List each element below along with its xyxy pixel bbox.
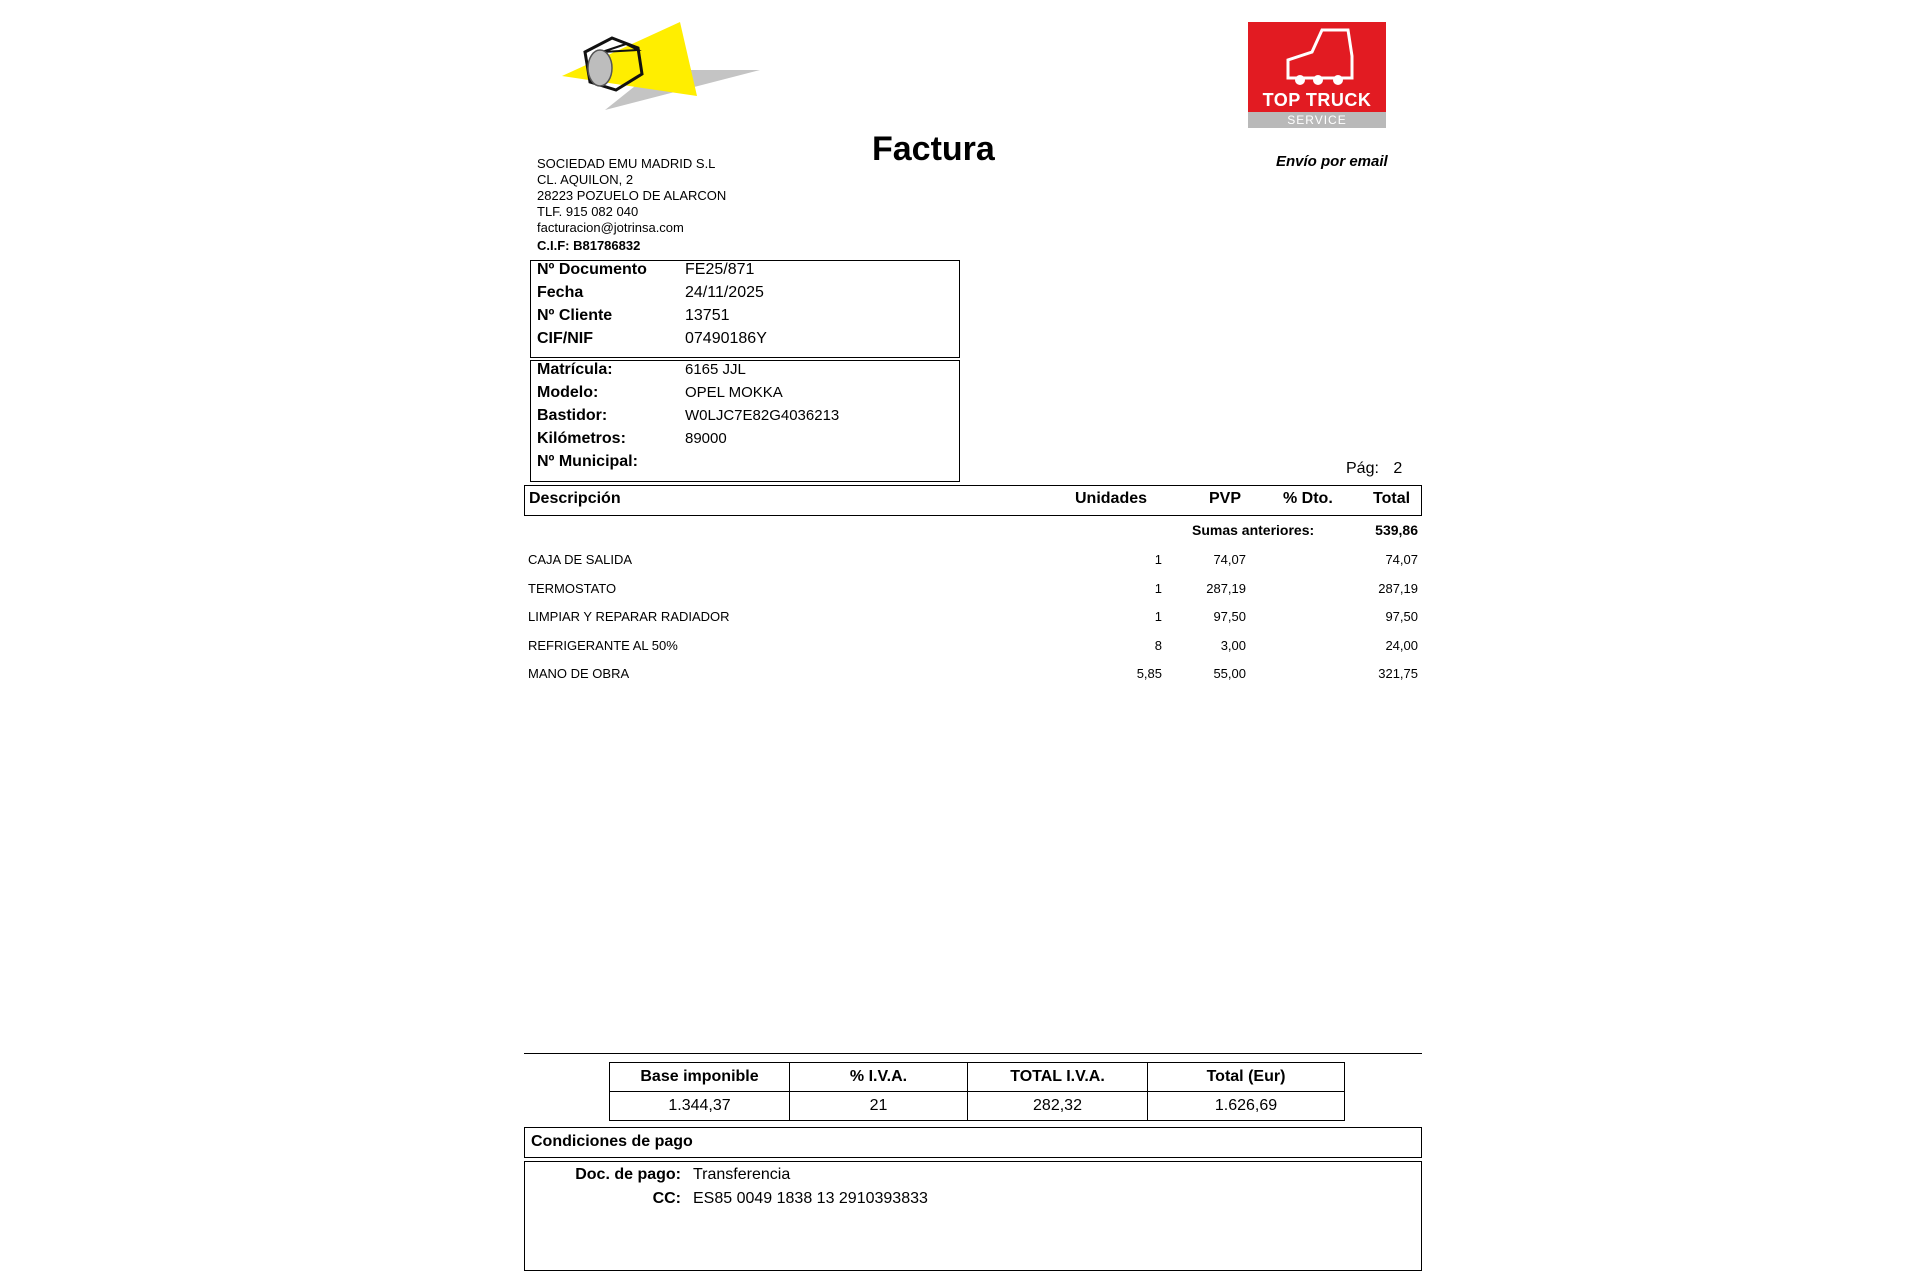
company-name: SOCIEDAD EMU MADRID S.L — [537, 156, 716, 171]
col-discount: % Dto. — [1283, 490, 1333, 507]
doc-client-row — [531, 307, 959, 330]
vehicle-municipal-row — [531, 453, 959, 476]
doc-date-row — [531, 284, 959, 307]
payment-cc-label: CC: — [652, 1190, 681, 1207]
totals-divider — [524, 1053, 1422, 1054]
line-units: 1 — [1154, 581, 1162, 596]
totals-vat-total-value: 282,32 — [967, 1091, 1148, 1121]
totals-table — [609, 1062, 1345, 1122]
vehicle-info-box — [530, 360, 960, 482]
logo-subtext: SERVICE — [1248, 112, 1386, 128]
company-phone: TLF. 915 082 040 — [537, 204, 639, 219]
previous-sums — [524, 522, 1422, 542]
document-info-box — [530, 260, 960, 358]
totals-total-value: 1.626,69 — [1147, 1091, 1345, 1121]
bolt-logo — [550, 18, 770, 130]
doc-date-label: Fecha — [537, 284, 584, 301]
line-units: 1 — [1154, 552, 1162, 567]
line-description: CAJA DE SALIDA — [528, 552, 633, 567]
payment-doc-value: Transferencia — [693, 1166, 791, 1183]
line-total: 287,19 — [1378, 581, 1418, 596]
vehicle-km-row — [531, 430, 959, 453]
payment-title: Condiciones de pago — [531, 1133, 693, 1150]
table-row — [524, 666, 1422, 688]
previous-sums-label: Sumas anteriores: — [1192, 522, 1315, 538]
line-pvp: 3,00 — [1220, 638, 1246, 653]
line-pvp: 287,19 — [1206, 581, 1246, 596]
table-row — [524, 609, 1422, 631]
company-address: CL. AQUILON, 2 — [537, 172, 634, 187]
page-label: Pág: — [1346, 460, 1379, 477]
page-number — [1346, 460, 1402, 478]
doc-cif-value: 07490186Y — [685, 330, 767, 347]
vehicle-vin-value: W0LJC7E82G4036213 — [685, 407, 840, 424]
company-cif: C.I.F: B81786832 — [537, 238, 641, 253]
doc-client-label: Nº Cliente — [537, 307, 613, 324]
doc-date-value: 24/11/2025 — [685, 284, 764, 301]
col-description: Descripción — [529, 490, 621, 507]
vehicle-km-label: Kilómetros: — [537, 430, 626, 447]
vehicle-model-row — [531, 384, 959, 407]
doc-number-label: Nº Documento — [537, 261, 647, 278]
line-total: 74,07 — [1385, 552, 1418, 567]
vehicle-plate-row — [531, 361, 959, 384]
totals-header-vat-total: TOTAL I.V.A. — [967, 1062, 1148, 1092]
doc-number-value: FE25/871 — [685, 261, 755, 278]
table-row — [524, 638, 1422, 660]
payment-conditions-header — [524, 1127, 1422, 1158]
totals-header-base: Base imponible — [609, 1062, 790, 1092]
company-city: 28223 POZUELO DE ALARCON — [537, 188, 727, 203]
truck-icon — [1248, 22, 1386, 94]
table-row — [524, 552, 1422, 574]
line-units: 1 — [1154, 609, 1162, 624]
delivery-note: Envío por email — [1276, 153, 1388, 170]
line-total: 97,50 — [1385, 609, 1418, 624]
doc-client-value: 13751 — [685, 307, 730, 324]
company-email: facturacion@jotrinsa.com — [537, 220, 684, 235]
line-items-header — [524, 485, 1422, 516]
doc-cif-row — [531, 330, 959, 353]
vehicle-plate-label: Matrícula: — [537, 361, 613, 378]
vehicle-municipal-label: Nº Municipal: — [537, 453, 638, 470]
totals-header-vat-rate: % I.V.A. — [789, 1062, 968, 1092]
page-value: 2 — [1393, 460, 1403, 477]
line-items — [524, 552, 1422, 692]
payment-conditions-body — [524, 1161, 1422, 1271]
totals-header-total: Total (Eur) — [1147, 1062, 1345, 1092]
line-units: 8 — [1154, 638, 1162, 653]
line-total: 321,75 — [1378, 666, 1418, 681]
col-total: Total — [1373, 490, 1411, 507]
line-description: MANO DE OBRA — [528, 666, 630, 681]
line-description: LIMPIAR Y REPARAR RADIADOR — [528, 609, 730, 624]
company-info — [537, 156, 726, 254]
line-pvp: 55,00 — [1213, 666, 1246, 681]
line-pvp: 74,07 — [1213, 552, 1246, 567]
payment-doc-label: Doc. de pago: — [575, 1166, 681, 1183]
totals-vat-rate-value: 21 — [789, 1091, 968, 1121]
line-total: 24,00 — [1385, 638, 1418, 653]
col-pvp: PVP — [1209, 490, 1242, 507]
logo-text: TOP TRUCK — [1262, 90, 1372, 110]
line-description: TERMOSTATO — [528, 581, 617, 596]
vehicle-vin-label: Bastidor: — [537, 407, 608, 424]
doc-cif-label: CIF/NIF — [537, 330, 593, 347]
payment-cc-value: ES85 0049 1838 13 2910393833 — [693, 1190, 928, 1207]
vehicle-model-value: OPEL MOKKA — [685, 384, 783, 401]
table-row — [524, 581, 1422, 603]
vehicle-km-value: 89000 — [685, 430, 727, 447]
totals-base-value: 1.344,37 — [609, 1091, 790, 1121]
top-truck-logo — [1248, 22, 1386, 128]
previous-sums-value: 539,86 — [1375, 522, 1418, 538]
vehicle-vin-row — [531, 407, 959, 430]
vehicle-model-label: Modelo: — [537, 384, 599, 401]
page-title: Factura — [872, 130, 995, 168]
col-units: Unidades — [1075, 490, 1148, 507]
vehicle-plate-value: 6165 JJL — [685, 361, 746, 378]
line-description: REFRIGERANTE AL 50% — [528, 638, 678, 653]
line-units: 5,85 — [1136, 666, 1162, 681]
line-pvp: 97,50 — [1213, 609, 1246, 624]
doc-number-row — [531, 261, 959, 284]
